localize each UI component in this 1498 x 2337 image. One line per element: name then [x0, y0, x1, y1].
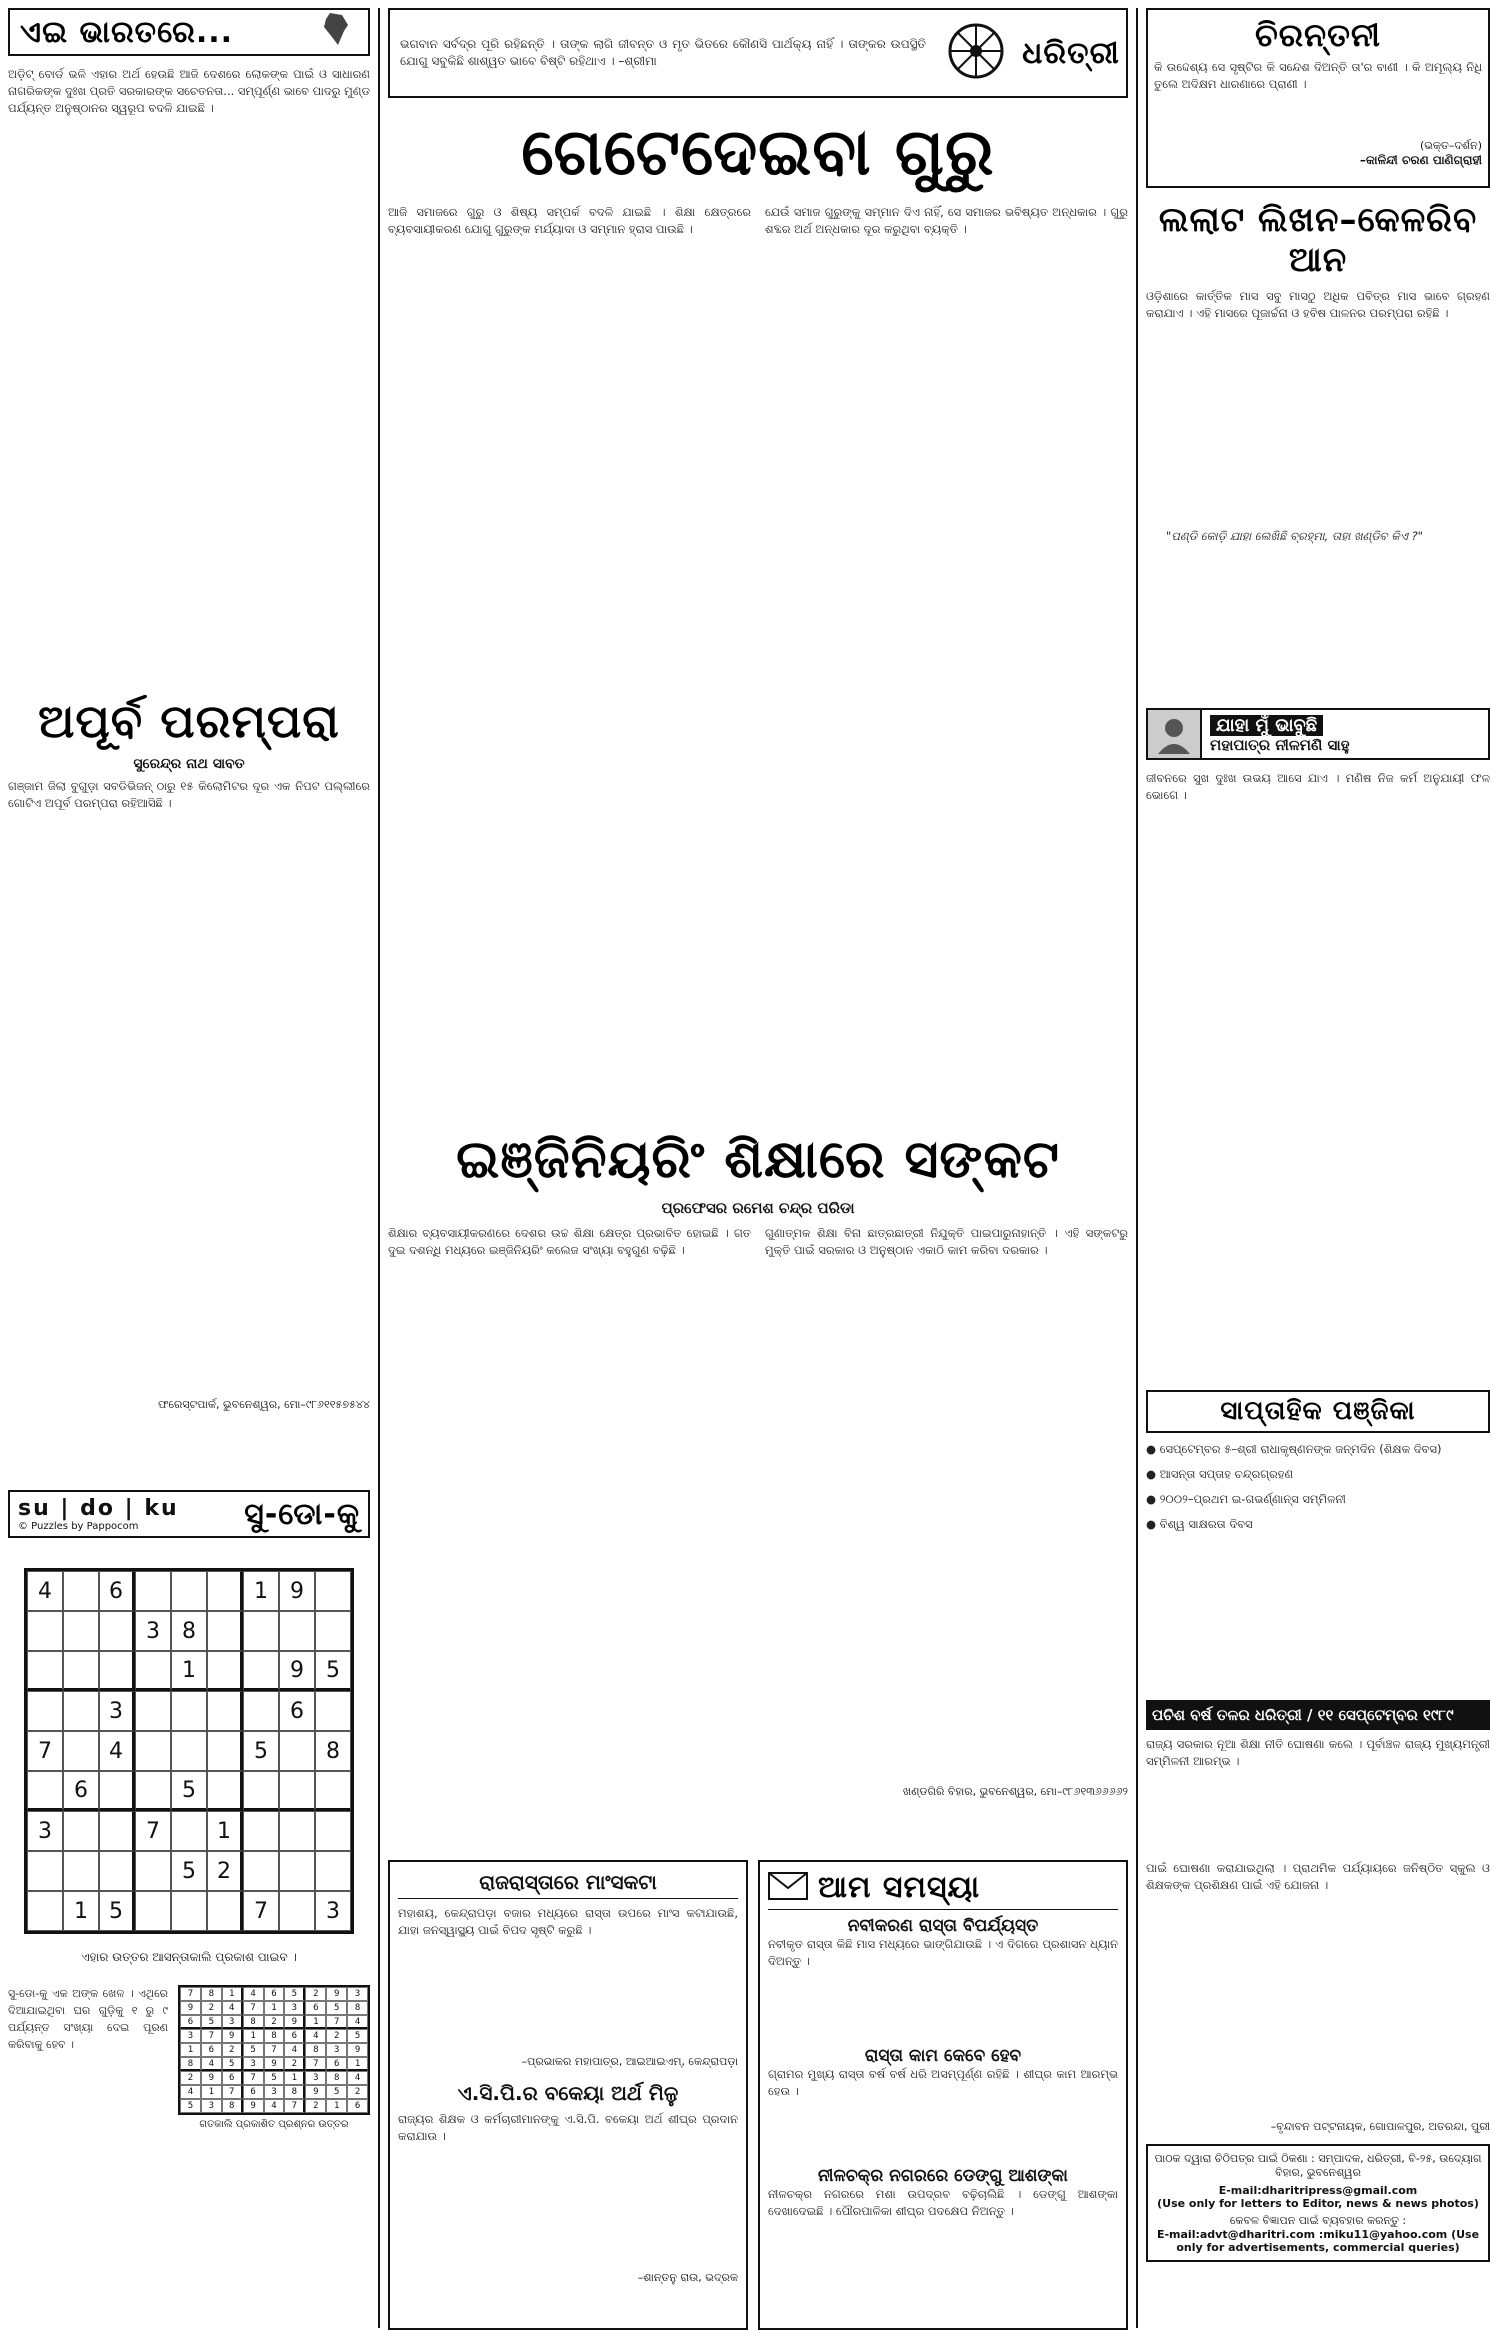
- sudoku-cell[interactable]: 2: [207, 1851, 243, 1891]
- solution-cell: 1: [284, 2071, 305, 2085]
- sudoku-cell[interactable]: 5: [99, 1891, 135, 1931]
- solution-cell: 7: [180, 1987, 201, 2001]
- sudoku-bottom: [8, 1985, 370, 2130]
- sudoku-cell[interactable]: [27, 1851, 63, 1891]
- sudoku-cell[interactable]: [171, 1811, 207, 1851]
- solution-cell: 1: [222, 1987, 243, 2001]
- solution-cell: 5: [326, 2001, 347, 2015]
- solution-cell: 9: [284, 2015, 305, 2029]
- solution-cell: 6: [222, 2071, 243, 2085]
- author-photo: [1148, 710, 1202, 758]
- sudoku-cell[interactable]: 5: [171, 1851, 207, 1891]
- sudoku-cell[interactable]: 6: [99, 1571, 135, 1611]
- solution-cell: 3: [201, 2099, 222, 2113]
- solution-cell: 8: [347, 2001, 368, 2015]
- sudoku-cell[interactable]: [63, 1571, 99, 1611]
- sudoku-cell[interactable]: [207, 1571, 243, 1611]
- solution-cell: 6: [180, 2015, 201, 2029]
- solution-cell: 9: [180, 2001, 201, 2015]
- sudoku-cell[interactable]: 9: [279, 1651, 315, 1691]
- column-banner: [8, 8, 370, 56]
- engineering-body: [388, 1225, 1128, 1785]
- engineering-footer: ଖଣ୍ଡଗିରି ବିହାର, ଭୁବନେଶ୍ୱର, ମୋ–୯୮୬୧୩୬୬୬୬୨: [902, 1785, 1128, 1798]
- sudoku-grid[interactable]: [24, 1568, 354, 1934]
- lalat-text: ଓଡ଼ିଶାରେ କାର୍ତ୍ତିକ ମାସ ସବୁ ମାସଠୁ ଅଧିକ ପବିତ୍ର ମାସ ଭାବେ ଗ୍ରହଣ କରାଯାଏ । ଏହି ମାସରେ ପୂଜାର୍ଚ୍ଚନା ଓ ହବିଷ ପାଳନର ପରମ୍ପରା ରହିଛି ।: [1146, 289, 1490, 320]
- sudoku-cell[interactable]: 4: [99, 1731, 135, 1771]
- acp-title: ଏ.ସି.ପି.ର ବକେୟା ଅର୍ଥ ମିଳୁ: [457, 2081, 679, 2105]
- solution-cell: 3: [222, 2015, 243, 2029]
- bhabuchhi-text: ଜୀବନରେ ସୁଖ ଦୁଃଖ ଉଭୟ ଆସେ ଯାଏ । ମଣିଷ ନିଜ କର୍ମ ଅନୁଯାୟୀ ଫଳ ଭୋଗେ ।: [1146, 771, 1490, 802]
- meat-sign: –ପ୍ରଭାକର ମହାପାତ୍ର, ଆଇଆଇଏମ୍, କେନ୍ଦ୍ରାପଡ଼ା: [521, 2055, 738, 2068]
- envelope-icon: [768, 1872, 808, 1904]
- sudoku-cell[interactable]: [135, 1571, 171, 1611]
- solution-cell: 5: [347, 2029, 368, 2043]
- dharma-chakra-icon: [936, 21, 1016, 85]
- sudoku-cell[interactable]: [315, 1571, 351, 1611]
- solution-cell: 4: [180, 2085, 201, 2099]
- sudoku-cell[interactable]: [315, 1691, 351, 1731]
- solution-cell: 6: [347, 2099, 368, 2113]
- solution-cell: 7: [243, 2071, 264, 2085]
- solution-cell: 3: [284, 2001, 305, 2015]
- solution-cell: 5: [201, 2015, 222, 2029]
- sudoku-cell[interactable]: [207, 1891, 243, 1931]
- solution-cell: 5: [180, 2099, 201, 2113]
- sudoku-cell[interactable]: [63, 1851, 99, 1891]
- sudoku-cell[interactable]: 5: [315, 1651, 351, 1691]
- solution-cell: 5: [326, 2085, 347, 2099]
- sudoku-cell[interactable]: 3: [27, 1811, 63, 1851]
- solution-cell: 3: [243, 2057, 264, 2071]
- solution-cell: 9: [305, 2085, 326, 2099]
- sudoku-cell[interactable]: [135, 1771, 171, 1811]
- engineering-text-right: ଗୁଣାତ୍ମକ ଶିକ୍ଷା ବିନା ଛାତ୍ରଛାତ୍ରୀ ନିଯୁକ୍ତି ପାଇପାରୁନାହାନ୍ତି । ଏହି ସଙ୍କଟରୁ ମୁକ୍ତି ପାଇଁ ସରକାର ଓ ଅନୁଷ୍ଠାନ ଏକାଠି କାମ କରିବା ଦରକାର ।: [765, 1226, 1128, 1257]
- sudoku-cell[interactable]: [63, 1731, 99, 1771]
- letters-header: [768, 1870, 1118, 1910]
- bhabuchhi-label: ଯାହା ମୁଁ ଭାବୁଛି: [1210, 715, 1323, 736]
- sudoku-cell[interactable]: [63, 1611, 99, 1651]
- solution-cell: 5: [284, 1987, 305, 2001]
- panjika-item: ● ବିଶ୍ୱ ସାକ୍ଷରତା ଦିବସ: [1146, 1517, 1253, 1531]
- left-column: [8, 8, 370, 1478]
- solution-cell: 4: [347, 2071, 368, 2085]
- dengue-text: ନୀଳଚକ୍ର ନଗରରେ ମଶା ଉପଦ୍ରବ ବଢ଼ିଚାଲିଛି । ଡେଙ୍ଗୁ ଆଶଙ୍କା ଦେଖାଦେଇଛି । ପୌରପାଳିକା ଶୀଘ୍ର ପଦକ୍ଷେପ ନିଅନ୍ତୁ ।: [768, 2187, 1118, 2218]
- solution-cell: 9: [264, 2057, 285, 2071]
- anniversary-box: [1146, 1700, 1490, 1850]
- solution-cell: 4: [201, 2057, 222, 2071]
- dengue-title: ନୀଳଚକ୍ର ନଗରରେ ଡେଙ୍ଗୁ ଆଶଙ୍କା: [818, 2166, 1068, 2186]
- panjika-item: ● ଆସନ୍ତା ସପ୍ତାହ ଚନ୍ଦ୍ରଗ୍ରହଣ: [1146, 1467, 1294, 1481]
- contact-email-note: (Use only for letters to Editor, news & news photos): [1157, 2197, 1479, 2210]
- sudoku-cell[interactable]: 9: [279, 1571, 315, 1611]
- solution-cell: 6: [326, 2057, 347, 2071]
- bhabuchhi-author: ମହାପାତ୍ର ନୀଳମଣି ସାହୁ: [1210, 735, 1350, 754]
- solution-cell: 1: [201, 2085, 222, 2099]
- solution-cell: 6: [264, 1987, 285, 2001]
- quote-text: ଭଗବାନ ସର୍ବଦ୍ର ପୂରି ରହିଛନ୍ତି । ତାଙ୍କ ଲାଗି ଜୀବନ୍ତ ଓ ମୃତ ଭିତରେ କୌଣସି ପାର୍ଥକ୍ୟ ନାହିଁ । ତାଙ୍କର ଉପସ୍ଥିତି ଯୋଗୁ ସବୁକିଛି ଶାଶ୍ୱତ ଭାବେ ବିଷ୍ଟି ରହିଥାଏ । –ଶ୍ରୀମା: [400, 37, 926, 68]
- sudoku-cell[interactable]: [315, 1611, 351, 1651]
- solution-cell: 4: [243, 1987, 264, 2001]
- solution-cell: 5: [222, 2057, 243, 2071]
- anniversary-title: ପଚିଶ ବର୍ଷ ତଳର ଧରିତ୍ରୀ / ୧୧ ସେପ୍ଟେମ୍ବର ୧୯୮୯: [1146, 1700, 1490, 1730]
- panjika-list: [1146, 1441, 1490, 1533]
- letters-section-title: ଆମ ସମସ୍ୟା: [818, 1870, 981, 1905]
- sudoku-cell[interactable]: [243, 1771, 279, 1811]
- lalat-verse: "ପଣ୍ଡି କୋଡ଼ି ଯାହା ଲେଖିଛି ବ୍ରହ୍ମା, ତାହା ଖଣ୍ଡିବ କିଏ ?": [1166, 529, 1423, 543]
- solution-cell: 9: [243, 2099, 264, 2113]
- article-footer: ଫରେସ୍ଟପାର୍କ, ଭୁବନେଶ୍ୱର, ମୋ–୯୮୬୧୧୫୭୫୪୪: [157, 1398, 370, 1411]
- sudoku-cell[interactable]: [279, 1851, 315, 1891]
- solution-cell: 8: [264, 2029, 285, 2043]
- solution-cell: 4: [347, 2015, 368, 2029]
- sudoku-cell[interactable]: 3: [315, 1891, 351, 1931]
- sudoku-title-prefix: su | do | ku: [18, 1496, 179, 1521]
- solution-cell: 2: [347, 2085, 368, 2099]
- panjika-title: ସାପ୍ତାହିକ ପଞ୍ଜିକା: [1146, 1390, 1490, 1433]
- meat-text: ମହାଶୟ, କେନ୍ଦ୍ରାପଡ଼ା ବଜାର ମଧ୍ୟରେ ରାସ୍ତା ଉପରେ ମାଂସ କଟାଯାଉଛି, ଯାହା ଜନସ୍ୱାସ୍ଥ୍ୟ ପାଇଁ ବିପଦ ସୃଷ୍ଟି କରୁଛି ।: [398, 1906, 738, 1937]
- contact-ad-label: କେବଳ ବିଜ୍ଞାପନ ପାଇଁ ବ୍ୟବହାର କରନ୍ତୁ :: [1229, 2214, 1407, 2227]
- solution-cell: 1: [326, 2099, 347, 2113]
- sudoku-cell[interactable]: 6: [279, 1691, 315, 1731]
- sudoku-cell[interactable]: [99, 1651, 135, 1691]
- solution-cell: 9: [347, 2043, 368, 2057]
- sudoku-cell[interactable]: [171, 1571, 207, 1611]
- solution-cell: 1: [264, 2001, 285, 2015]
- article-title: ଅପୂର୍ବ ପରମ୍ପରା: [38, 694, 340, 748]
- solution-cell: 6: [305, 2001, 326, 2015]
- solution-cell: 2: [326, 2029, 347, 2043]
- sudoku-cell[interactable]: [243, 1691, 279, 1731]
- solution-cell: 7: [201, 2029, 222, 2043]
- sudoku-panel: [8, 1490, 370, 2330]
- sudoku-cell[interactable]: 1: [171, 1651, 207, 1691]
- sudoku-cell[interactable]: [171, 1891, 207, 1931]
- sudoku-cell[interactable]: 1: [207, 1811, 243, 1851]
- chirantani-box: [1146, 8, 1490, 188]
- anniversary-text: ରାଜ୍ୟ ସରକାର ନୂଆ ଶିକ୍ଷା ନୀତି ଘୋଷଣା କଲେ । ପୂର୍ବାଞ୍ଚଳ ରାଜ୍ୟ ମୁଖ୍ୟମନ୍ତ୍ରୀ ସମ୍ମିଳନୀ ଆରମ୍ଭ ।: [1146, 1737, 1490, 1768]
- sudoku-cell[interactable]: 7: [27, 1731, 63, 1771]
- column-title: ଏଇ ଭାରତରେ...: [20, 14, 234, 50]
- sudoku-cell[interactable]: [135, 1851, 171, 1891]
- sudoku-cell[interactable]: [243, 1851, 279, 1891]
- solution-cell: 7: [326, 2015, 347, 2029]
- solution-cell: 3: [180, 2029, 201, 2043]
- solution-cell: 7: [264, 2043, 285, 2057]
- sudoku-cell[interactable]: [99, 1851, 135, 1891]
- bottom-sign: –ବୃନ୍ଦାବନ ପଟ୍ଟନାୟକ, ଗୋପାଳପୁର, ଅତରନ୍ଦା, ପୁରୀ: [1270, 2120, 1490, 2133]
- solution-cell: 4: [264, 2099, 285, 2113]
- sudoku-cell[interactable]: [99, 1771, 135, 1811]
- bottom-right: [1146, 1860, 1490, 2330]
- sudoku-cell[interactable]: 7: [243, 1891, 279, 1931]
- solution-cell: 3: [264, 2085, 285, 2099]
- sudoku-cell[interactable]: [27, 1651, 63, 1691]
- solution-cell: 7: [243, 2001, 264, 2015]
- solution-cell: 9: [201, 2071, 222, 2085]
- article-text: ଗଞ୍ଜାମ ଜିଲା ବୁଗୁଡ଼ା ସବଡିଭିଜନ୍ ଠାରୁ ୧୫ କିଲୋମିଟର ଦୂର ଏକ ନିପଟ ପଲ୍ଲୀରେ ଗୋଟିଏ ଅପୂର୍ବ ପରମ୍ପରା ରହିଆସିଛି ।: [8, 779, 370, 810]
- sudoku-credit: © Puzzles by Pappocom: [18, 1521, 139, 1532]
- main-headline: ଗେଟେଦେଇବା ଗୁରୁ: [521, 116, 995, 190]
- article-author: ସୁରେନ୍ଦ୍ର ନାଥ ସାବତ: [133, 756, 245, 772]
- solution-cell: 2: [305, 1987, 326, 2001]
- sudoku-cell[interactable]: [279, 1811, 315, 1851]
- panjika-box: [1146, 1390, 1490, 1690]
- solution-cell: 7: [305, 2057, 326, 2071]
- main-text-right: ଯେଉଁ ସମାଜ ଗୁରୁଙ୍କୁ ସମ୍ମାନ ଦିଏ ନାହିଁ, ସେ ସମାଜର ଭବିଷ୍ୟତ ଅନ୍ଧକାର । ଗୁରୁ ଶବ୍ଦର ଅର୍ଥ ଅନ୍ଧକାର ଦୂର କରୁଥିବା ବ୍ୟକ୍ତି ।: [765, 205, 1128, 236]
- contact-title: ପାଠକ ଦ୍ୱାରା ଚିଠିପତ୍ର ପାଇଁ ଠିକଣା : ସମ୍ପାଦକ, ଧରିତ୍ରୀ, ବି-୨୫, ଉଦ୍ୟୋଗ ବିହାର, ଭୁବନେଶ୍ୱର: [1154, 2152, 1482, 2179]
- meat-title: ରାଜରାସ୍ତାରେ ମାଂସକଟା: [398, 1870, 738, 1899]
- sudoku-title-odia: ସୁ-ଡୋ-କୁ: [244, 1496, 360, 1532]
- solution-cell: 8: [326, 2071, 347, 2085]
- sudoku-header: [8, 1490, 370, 1538]
- solution-cell: 8: [243, 2015, 264, 2029]
- solution-cell: 2: [264, 2015, 285, 2029]
- sudoku-cell[interactable]: [243, 1811, 279, 1851]
- sudoku-cell[interactable]: [27, 1771, 63, 1811]
- solution-cell: 7: [222, 2085, 243, 2099]
- sudoku-cell[interactable]: [171, 1691, 207, 1731]
- solution-cell: 3: [347, 1987, 368, 2001]
- solution-cell: 8: [201, 1987, 222, 2001]
- sudoku-cell[interactable]: 8: [315, 1731, 351, 1771]
- sudoku-cell[interactable]: [279, 1611, 315, 1651]
- solution-cell: 1: [305, 2015, 326, 2029]
- contact-box: [1146, 2144, 1490, 2262]
- road2-text: ଗ୍ରାମର ମୁଖ୍ୟ ରାସ୍ତା ବର୍ଷ ବର୍ଷ ଧରି ଅସମ୍ପୂର୍ଣ୍ଣ ରହିଛି । ଶୀଘ୍ର କାମ ଆରମ୍ଭ ହେଉ ।: [768, 2067, 1118, 2098]
- sudoku-cell[interactable]: 5: [243, 1731, 279, 1771]
- sudoku-cell[interactable]: [99, 1811, 135, 1851]
- sudoku-cell[interactable]: 1: [243, 1571, 279, 1611]
- solution-cell: 7: [284, 2099, 305, 2113]
- bhabuchhi-box: [1146, 708, 1490, 760]
- divider-left: [378, 8, 380, 2328]
- solution-cell: 6: [284, 2029, 305, 2043]
- contact-email-ad[interactable]: E-mail:advt@dharitri.com :miku11@yahoo.com (Use only for advertisements, commercial queries): [1156, 2228, 1480, 2254]
- sudoku-cell[interactable]: 7: [135, 1811, 171, 1851]
- sudoku-cell[interactable]: [207, 1771, 243, 1811]
- sudoku-cell[interactable]: [63, 1691, 99, 1731]
- solution-cell: 2: [180, 2071, 201, 2085]
- solution-cell: 3: [305, 2071, 326, 2085]
- engineering-headline: ଇଞ୍ଜିନିୟରିଂ ଶିକ୍ଷାରେ ସଙ୍କଟ: [456, 1130, 1060, 1190]
- sudoku-cell[interactable]: [279, 1731, 315, 1771]
- solution-cell: 9: [326, 1987, 347, 2001]
- divider-right: [1136, 8, 1138, 2328]
- road-title: ନବୀକରଣ ରାସ୍ତା ବିପର୍ଯ୍ୟସ୍ତ: [847, 1916, 1039, 1936]
- sudoku-cell[interactable]: 3: [99, 1691, 135, 1731]
- sudoku-cell[interactable]: [135, 1891, 171, 1931]
- sudoku-cell[interactable]: [279, 1891, 315, 1931]
- solution-cell: 3: [326, 2043, 347, 2057]
- sudoku-cell[interactable]: [135, 1651, 171, 1691]
- acp-text: ରାଜ୍ୟର ଶିକ୍ଷକ ଓ କର୍ମଚାରୀମାନଙ୍କୁ ଏ.ସି.ପି. ବକେୟା ଅର୍ଥ ଶୀଘ୍ର ପ୍ରଦାନ କରାଯାଉ ।: [398, 2112, 738, 2143]
- sudoku-cell[interactable]: [207, 1611, 243, 1651]
- engineering-author: ପ୍ରଫେସର ରମେଶ ଚନ୍ଦ୍ର ପରିଡା: [661, 1199, 855, 1217]
- sudoku-cell[interactable]: [63, 1651, 99, 1691]
- lalat-title: ଲଲାଟ ଲିଖନ–କେଳରିବ ଆନ: [1158, 200, 1478, 280]
- engineering-text-left: ଶିକ୍ଷାର ବ୍ୟବସାୟୀକରଣରେ ଦେଶର ଉଚ୍ଚ ଶିକ୍ଷା କ୍ଷେତ୍ର ପ୍ରଭାବିତ ହୋଇଛି । ଗତ ଦୁଇ ଦଶନ୍ଧି ମଧ୍ୟରେ ଇଞ୍ଜିନିୟରିଂ କଲେଜ ସଂଖ୍ୟା ବହୁଗୁଣ ବଢ଼ିଛି ।: [388, 1226, 751, 1257]
- solution-cell: 2: [222, 2043, 243, 2057]
- sudoku-cell[interactable]: 4: [27, 1571, 63, 1611]
- solution-cell: 8: [180, 2057, 201, 2071]
- sudoku-cell[interactable]: [243, 1651, 279, 1691]
- sudoku-cell[interactable]: 3: [135, 1611, 171, 1651]
- road2-title: ରାସ୍ତା କାମ କେବେ ହେବ: [864, 2046, 1022, 2066]
- sudoku-note: ଏହାର ଉତ୍ତର ଆସନ୍ତାକାଲି ପ୍ରକାଶ ପାଇବ ।: [81, 1950, 297, 1964]
- solution-cell: 8: [305, 2043, 326, 2057]
- chirantani-title: ଚିରନ୍ତନୀ: [1255, 16, 1381, 54]
- lalat-article: [1146, 200, 1490, 700]
- engineering-article: [388, 1130, 1128, 1850]
- solution-cell: 2: [284, 2057, 305, 2071]
- main-article: [388, 108, 1128, 1118]
- sudoku-solution-caption: ଗତକାଲି ପ୍ରକାଶିତ ପ୍ରଶ୍ନର ଉତ୍ତର: [199, 2119, 349, 2130]
- solution-cell: 1: [243, 2029, 264, 2043]
- sudoku-solution-grid: [178, 1985, 370, 2115]
- sudoku-cell[interactable]: [171, 1731, 207, 1771]
- sudoku-cell[interactable]: [135, 1691, 171, 1731]
- solution-cell: 8: [222, 2099, 243, 2113]
- sudoku-cell[interactable]: [27, 1891, 63, 1931]
- solution-cell: 6: [243, 2085, 264, 2099]
- letters-left: [388, 1860, 748, 2330]
- solution-cell: 5: [243, 2043, 264, 2057]
- main-text-left: ଆଜି ସମାଜରେ ଗୁରୁ ଓ ଶିଷ୍ୟ ସମ୍ପର୍କ ବଦଳି ଯାଇଛି । ଶିକ୍ଷା କ୍ଷେତ୍ରରେ ବ୍ୟବସାୟୀକରଣ ଯୋଗୁ ଗୁରୁଙ୍କ ମର୍ଯ୍ୟାଦା ଓ ସମ୍ମାନ ହ୍ରାସ ପାଉଛି ।: [388, 205, 751, 236]
- main-body: [388, 204, 1128, 1104]
- sudoku-cell[interactable]: [315, 1771, 351, 1811]
- india-map-icon: [316, 9, 356, 56]
- contact-email-editor[interactable]: E-mail:dharitripress@gmail.com: [1218, 2184, 1418, 2197]
- road-text: ନବୀକୃତ ରାସ୍ତା କିଛି ମାସ ମଧ୍ୟରେ ଭାଙ୍ଗିଯାଉଛି । ଏ ଦିଗରେ ପ୍ରଶାସନ ଧ୍ୟାନ ଦିଅନ୍ତୁ ।: [768, 1937, 1118, 1968]
- solution-cell: 2: [201, 2001, 222, 2015]
- sudoku-cell[interactable]: [243, 1611, 279, 1651]
- solution-cell: 6: [201, 2043, 222, 2057]
- chirantani-poem: କି ଉଦ୍ଦେଶ୍ୟ ସେ ସୃଷ୍ଟିର କି ସନ୍ଦେଶ ଦିଅନ୍ତି ତା'ର ବାଣୀ । କି ଅମୂଲ୍ୟ ନିଧି ତୁଲେ ଅଦିକ୍ଷମ ଧାରଣାରେ ପ୍ରାଣୀ ।: [1154, 60, 1482, 91]
- sudoku-cell[interactable]: 8: [171, 1611, 207, 1651]
- solution-cell: 4: [305, 2029, 326, 2043]
- sudoku-cell[interactable]: [27, 1691, 63, 1731]
- chirantani-source: (ଭକ୍ତ–ଦର୍ଶନ): [1419, 139, 1482, 152]
- sudoku-cell[interactable]: [207, 1651, 243, 1691]
- sudoku-cell[interactable]: [27, 1611, 63, 1651]
- chirantani-author: –କାଳିନ୍ଦୀ ଚରଣ ପାଣିଗ୍ରାହୀ: [1359, 153, 1482, 167]
- intro-text: ଅଡ଼ିଟ୍ ବୋର୍ଡ ଭଳି ଏହାର ଅର୍ଥ ହେଉଛି ଆଜି ଦେଶରେ ଲୋକଙ୍କ ପାଇଁ ଓ ସାଧାରଣ ନାଗରିକଙ୍କ ଦୁଃଖ ପ୍ରତି ସରକାରଙ୍କ ସଚେତନତା... ସମ୍ପୂର୍ଣ୍ଣ ଭାବେ ପାଦରୁ ମୁଣ୍ଡ ପର୍ଯ୍ୟନ୍ତ ଅନୁଷ୍ଠାନର ସ୍ୱରୂପ ବଦଳି ଯାଇଛି ।: [8, 67, 370, 115]
- sudoku-cell[interactable]: 1: [63, 1891, 99, 1931]
- solution-cell: 4: [284, 2043, 305, 2057]
- solution-cell: 4: [222, 2001, 243, 2015]
- sudoku-rules: ସୁ-ଡୋ-କୁ ଏକ ଅଙ୍କ ଖେଳ । ଏଥିରେ ଦିଆଯାଇଥିବା ଘର ଗୁଡ଼ିକୁ ୧ ରୁ ୯ ପର୍ଯ୍ୟନ୍ତ ସଂଖ୍ୟା ଦେଇ ପୂରଣ କରିବାକୁ ହେବ ।: [8, 1987, 168, 2051]
- sudoku-cell[interactable]: [207, 1731, 243, 1771]
- sudoku-cell[interactable]: [99, 1611, 135, 1651]
- letters-right: [758, 1860, 1128, 2330]
- solution-cell: 2: [305, 2099, 326, 2113]
- sudoku-cell[interactable]: [315, 1851, 351, 1891]
- acp-sign: –ଶାନ୍ତନୁ ରାଉ, ଭଦ୍ରକ: [637, 2271, 738, 2284]
- quote-banner: [388, 8, 1128, 98]
- sudoku-cell[interactable]: 5: [171, 1771, 207, 1811]
- sudoku-cell[interactable]: [315, 1811, 351, 1851]
- solution-cell: 1: [347, 2057, 368, 2071]
- solution-cell: 5: [264, 2071, 285, 2085]
- bottom-text: ପାଇଁ ଘୋଷଣା କରାଯାଇଥିଲା । ପ୍ରାଥମିକ ପର୍ଯ୍ୟାୟରେ ଜନିଷ୍ଠିତ ସ୍କୁଲ ଓ ଶିକ୍ଷକଙ୍କ ପ୍ରଶିକ୍ଷଣ ପାଇଁ ଏହି ଯୋଜନା ।: [1146, 1861, 1490, 1892]
- sudoku-cell[interactable]: [207, 1691, 243, 1731]
- panjika-item: ● ସେପ୍ଟେମ୍ବର ୫–ଶ୍ରୀ ରାଧାକୃଷ୍ଣନଙ୍କ ଜନ୍ମଦିନ (ଶିକ୍ଷକ ଦିବସ): [1146, 1442, 1442, 1456]
- panjika-item: ● ୨୦୦୨–ପ୍ରଥମ ଇ-ଗଭର୍ଣ୍ଣାନ୍ସ ସମ୍ମିଳନୀ: [1146, 1492, 1346, 1506]
- brand-logo: ଧରିତ୍ରୀ: [1022, 35, 1120, 71]
- sudoku-cell[interactable]: [279, 1771, 315, 1811]
- sudoku-cell[interactable]: [63, 1811, 99, 1851]
- sudoku-cell[interactable]: 6: [63, 1771, 99, 1811]
- solution-cell: 8: [284, 2085, 305, 2099]
- sudoku-cell[interactable]: [135, 1731, 171, 1771]
- solution-cell: 1: [180, 2043, 201, 2057]
- solution-cell: 9: [222, 2029, 243, 2043]
